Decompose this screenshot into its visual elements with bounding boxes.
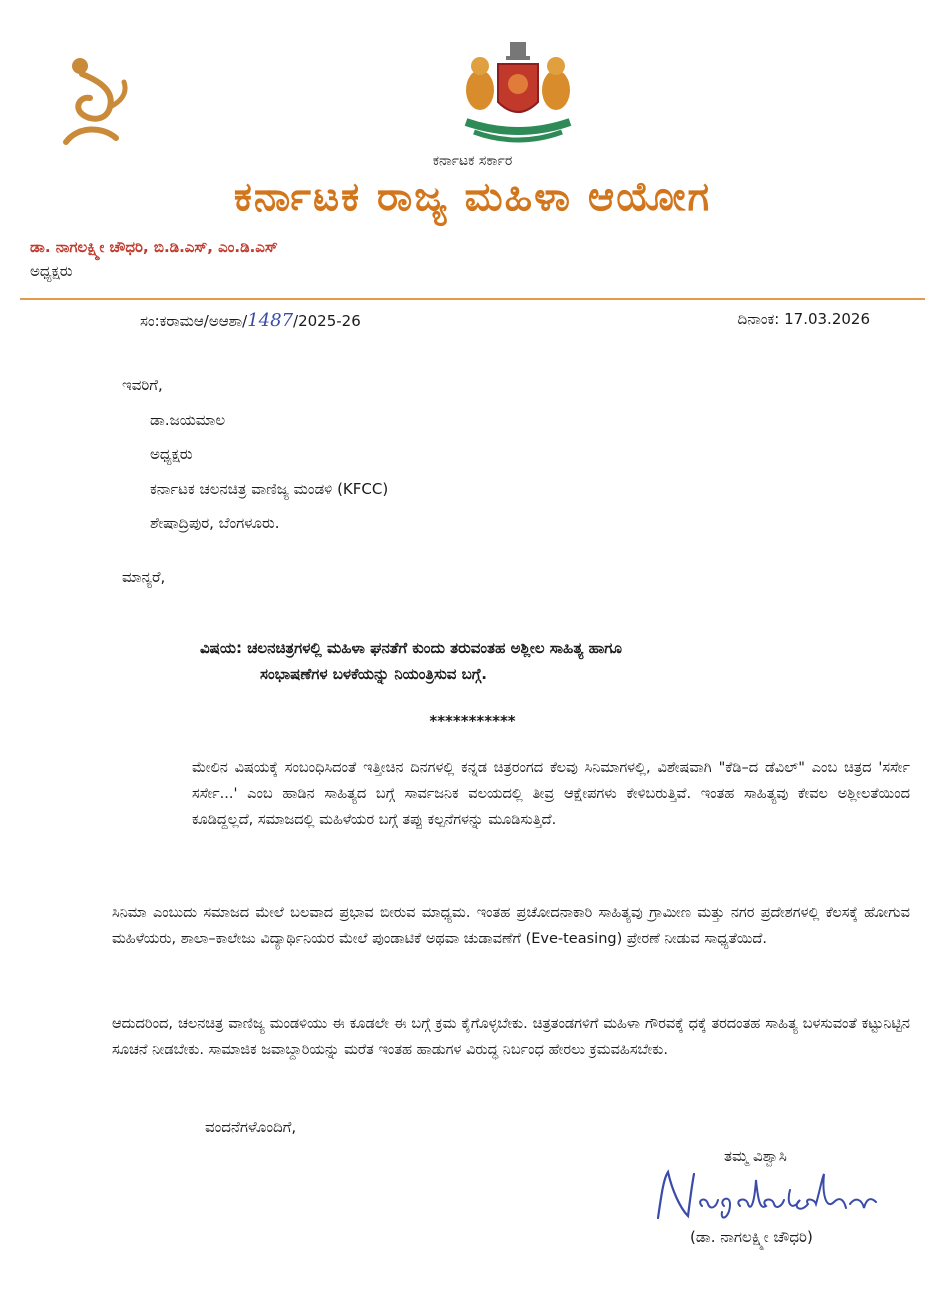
recipient-to: ಇವರಿಗೆ, <box>122 376 163 394</box>
reference-suffix: /2025-26 <box>293 312 361 330</box>
paragraph-text: ಸಿನಿಮಾ ಎಂಬುದು ಸಮಾಜದ ಮೇಲೆ ಬಲವಾದ ಪ್ರಭಾವ ಬೀರುವ ಮಾಧ್ಯಮ. ಇಂತಹ ಪ್ರಚೋದನಾಕಾರಿ ಸಾಹಿತ್ಯವು ಗ್ರಾಮೀಣ ಮತ್ತು ನಗರ ಪ್ರದೇಶಗಳಲ್ಲಿ ಕೆಲಸಕ್ಕೆ ಹೋಗುವ ಮಹಿಳೆಯರು, ಶಾಲಾ–ಕಾಲೇಜು ವಿದ್ಯಾರ್ಥಿನಿಯರ ಮೇಲೆ ಪುಂಡಾಟಿಕೆ ಅಥವಾ ಚುಡಾವಣೆಗೆ (Eve-teasing) ಪ್ರೇರಣೆ ನೀಡುವ ಸಾಧ್ಯತೆಯಿದೆ. <box>112 905 910 947</box>
commission-logo <box>52 52 132 152</box>
subject-line-1: ವಿಷಯ: ಚಲನಚಿತ್ರಗಳಲ್ಲಿ ಮಹಿಳಾ ಘನತೆಗೆ ಕುಂದು ತರುವಂತಹ ಅಶ್ಲೀಲ ಸಾಹಿತ್ಯ ಹಾಗೂ <box>200 639 622 657</box>
salutation: ಮಾನ್ಯರೆ, <box>122 568 166 586</box>
signer-name: (ಡಾ. ನಾಗಲಕ್ಷ್ಮೀ ಚೌಧರಿ) <box>690 1228 813 1246</box>
commission-title: ಕರ್ನಾಟಕ ರಾಜ್ಯ ಮಹಿಳಾ ಆಯೋಗ <box>233 174 712 220</box>
separator: *********** <box>429 712 516 730</box>
paragraph-text: ಮೇಲಿನ ವಿಷಯಕ್ಕೆ ಸಂಬಂಧಿಸಿದಂತೆ ಇತ್ತೀಚಿನ ದಿನಗಳಲ್ಲಿ ಕನ್ನಡ ಚಿತ್ರರಂಗದ ಕೆಲವು ಸಿನಿಮಾಗಳಲ್ಲಿ, ವಿಶೇಷವಾಗಿ "ಕೆಡಿ–ದ ಡೆವಿಲ್" ಎಂಬ ಚಿತ್ರದ 'ಸರ್ಸೇ ಸರ್ಸೇ...' ಎಂಬ ಹಾಡಿನ ಸಾಹಿತ್ಯದ ಬಗ್ಗೆ ಸಾರ್ವಜನಿಕ ವಲಯದಲ್ಲಿ ತೀವ್ರ ಆಕ್ಷೇಪಗಳು ಕೇಳಿಬರುತ್ತಿವೆ. ಇಂತಹ ಸಾಹಿತ್ಯವು ಕೇವಲ ಅಶ್ಲೀಲತೆಯಿಂದ ಕೂಡಿದ್ದಲ್ಲದೆ, ಸಮಾಜದಲ್ಲಿ ಮಹಿಳೆಯರ ಬಗ್ಗೆ ತಪ್ಪು ಕಲ್ಪನೆಗಳನ್ನು ಮೂಡಿಸುತ್ತಿದೆ. <box>192 760 910 828</box>
closing: ವಂದನೆಗಳೊಂದಿಗೆ, <box>205 1118 297 1136</box>
signature <box>650 1160 940 1230</box>
recipient-organization: ಕರ್ನಾಟಕ ಚಲನಚಿತ್ರ ವಾಣಿಜ್ಯ ಮಂಡಳಿ (KFCC) <box>150 479 389 498</box>
body-paragraph-2 <box>112 900 910 952</box>
recipient-designation: ಅಧ್ಯಕ್ಷರು <box>150 445 193 463</box>
subject <box>200 635 840 687</box>
reference-prefix: ಸಂ:ಕರಾಮಆ/ಅಆಶಾ/ <box>140 312 248 330</box>
body-paragraph-1 <box>112 755 910 833</box>
header-divider <box>20 298 925 300</box>
handwritten-number: 1487 <box>247 310 294 331</box>
body-paragraph-3 <box>112 1011 910 1063</box>
chairperson-name: ಡಾ. ನಾಗಲಕ್ಷ್ಮೀ ಚೌಧರಿ, ಬಿ.ಡಿ.ಎಸ್, ಎಂ.ಡಿ.ಎಸ್ <box>30 238 278 256</box>
subject-line-2: ಸಂಭಾಷಣೆಗಳ ಬಳಕೆಯನ್ನು ನಿಯಂತ್ರಿಸುವ ಬಗ್ಗೆ. <box>260 665 487 683</box>
date-value: 17.03.2026 <box>784 310 870 328</box>
date-label: ದಿನಾಂಕ: <box>737 310 780 328</box>
recipient-block <box>122 368 388 541</box>
yours-faithfully: ತಮ್ಮ ವಿಶ್ವಾಸಿ <box>724 1147 787 1165</box>
letter-date <box>738 310 870 328</box>
state-emblem-icon <box>458 40 578 150</box>
chairperson-title: ಅಧ್ಯಕ್ಷರು <box>30 262 73 280</box>
government-label: ಕರ್ನಾಟಕ ಸರ್ಕಾರ <box>432 153 513 169</box>
paragraph-text: ಆದುದರಿಂದ, ಚಲನಚಿತ್ರ ವಾಣಿಜ್ಯ ಮಂಡಳಿಯು ಈ ಕೂಡಲೇ ಈ ಬಗ್ಗೆ ಕ್ರಮ ಕೈಗೊಳ್ಳಬೇಕು. ಚಿತ್ರತಂಡಗಳಿಗೆ ಮಹಿಳಾ ಗೌರವಕ್ಕೆ ಧಕ್ಕೆ ತರದಂತಹ ಸಾಹಿತ್ಯ ಬಳಸುವಂತೆ ಕಟ್ಟುನಿಟ್ಟಿನ ಸೂಚನೆ ನೀಡಬೇಕು. ಸಾಮಾಜಿಕ ಜವಾಬ್ದಾರಿಯನ್ನು ಮರೆತ ಇಂತಹ ಹಾಡುಗಳ ವಿರುದ್ಧ ನಿರ್ಬಂಧ ಹೇರಲು ಕ್ರಮವಹಿಸಬೇಕು. <box>112 1016 910 1058</box>
reference-number <box>140 310 361 331</box>
recipient-address: ಶೇಷಾದ್ರಿಪುರ, ಬೆಂಗಳೂರು. <box>150 514 280 532</box>
recipient-name: ಡಾ.ಜಯಮಾಲ <box>150 410 226 429</box>
